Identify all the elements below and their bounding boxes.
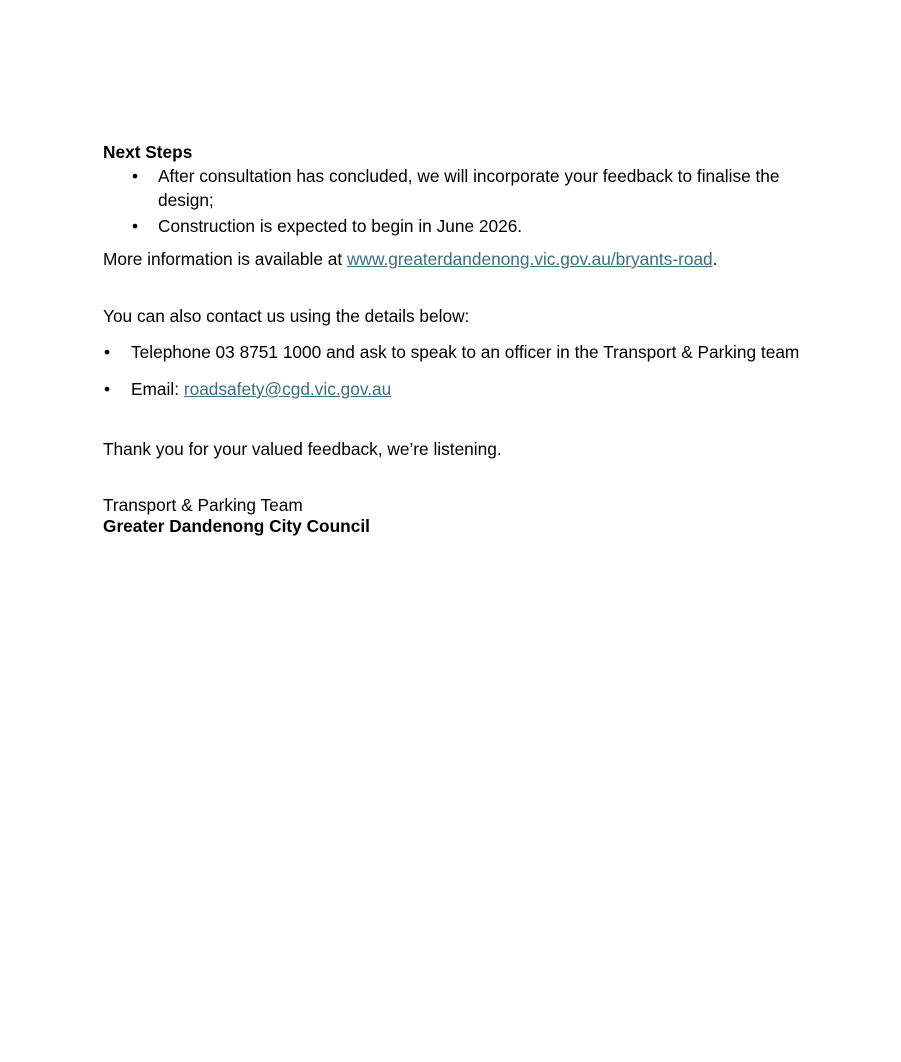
bullet-icon: • [104,379,111,399]
phone-text: Telephone 03 8751 1000 and ask to speak to an officer in the Transport & Parking team [131,342,800,362]
signoff-council: Greater Dandenong City Council [103,516,370,536]
list-item [103,164,803,212]
signoff-team: Transport & Parking Team [103,495,303,515]
more-info-prefix: More information is available at [103,249,347,269]
thanks-text: Thank you for your valued feedback, we’re listening. [103,439,502,459]
contact-email-item [103,377,803,401]
bullet-icon: • [104,342,111,362]
next-step-text: After consultation has concluded, we will incorporate your feedback to finalise the design; [158,166,780,210]
email-link[interactable]: roadsafety@cgd.vic.gov.au [183,379,392,399]
bullet-icon: • [132,216,139,236]
more-info-paragraph [103,248,803,270]
project-page-link[interactable]: www.greaterdandenong.vic.gov.au/bryants-road [346,249,713,269]
contact-phone-item [103,340,803,364]
document-page [103,141,803,537]
contact-list [103,340,803,401]
next-steps-list [103,164,803,238]
email-label: Email: [131,379,184,399]
bullet-icon: • [132,166,139,186]
next-steps-heading: Next Steps [103,142,193,162]
next-step-text: Construction is expected to begin in June 2026. [158,216,523,236]
more-info-suffix: . [712,249,718,269]
contact-intro: You can also contact us using the details below: [103,306,470,326]
list-item [103,214,803,238]
